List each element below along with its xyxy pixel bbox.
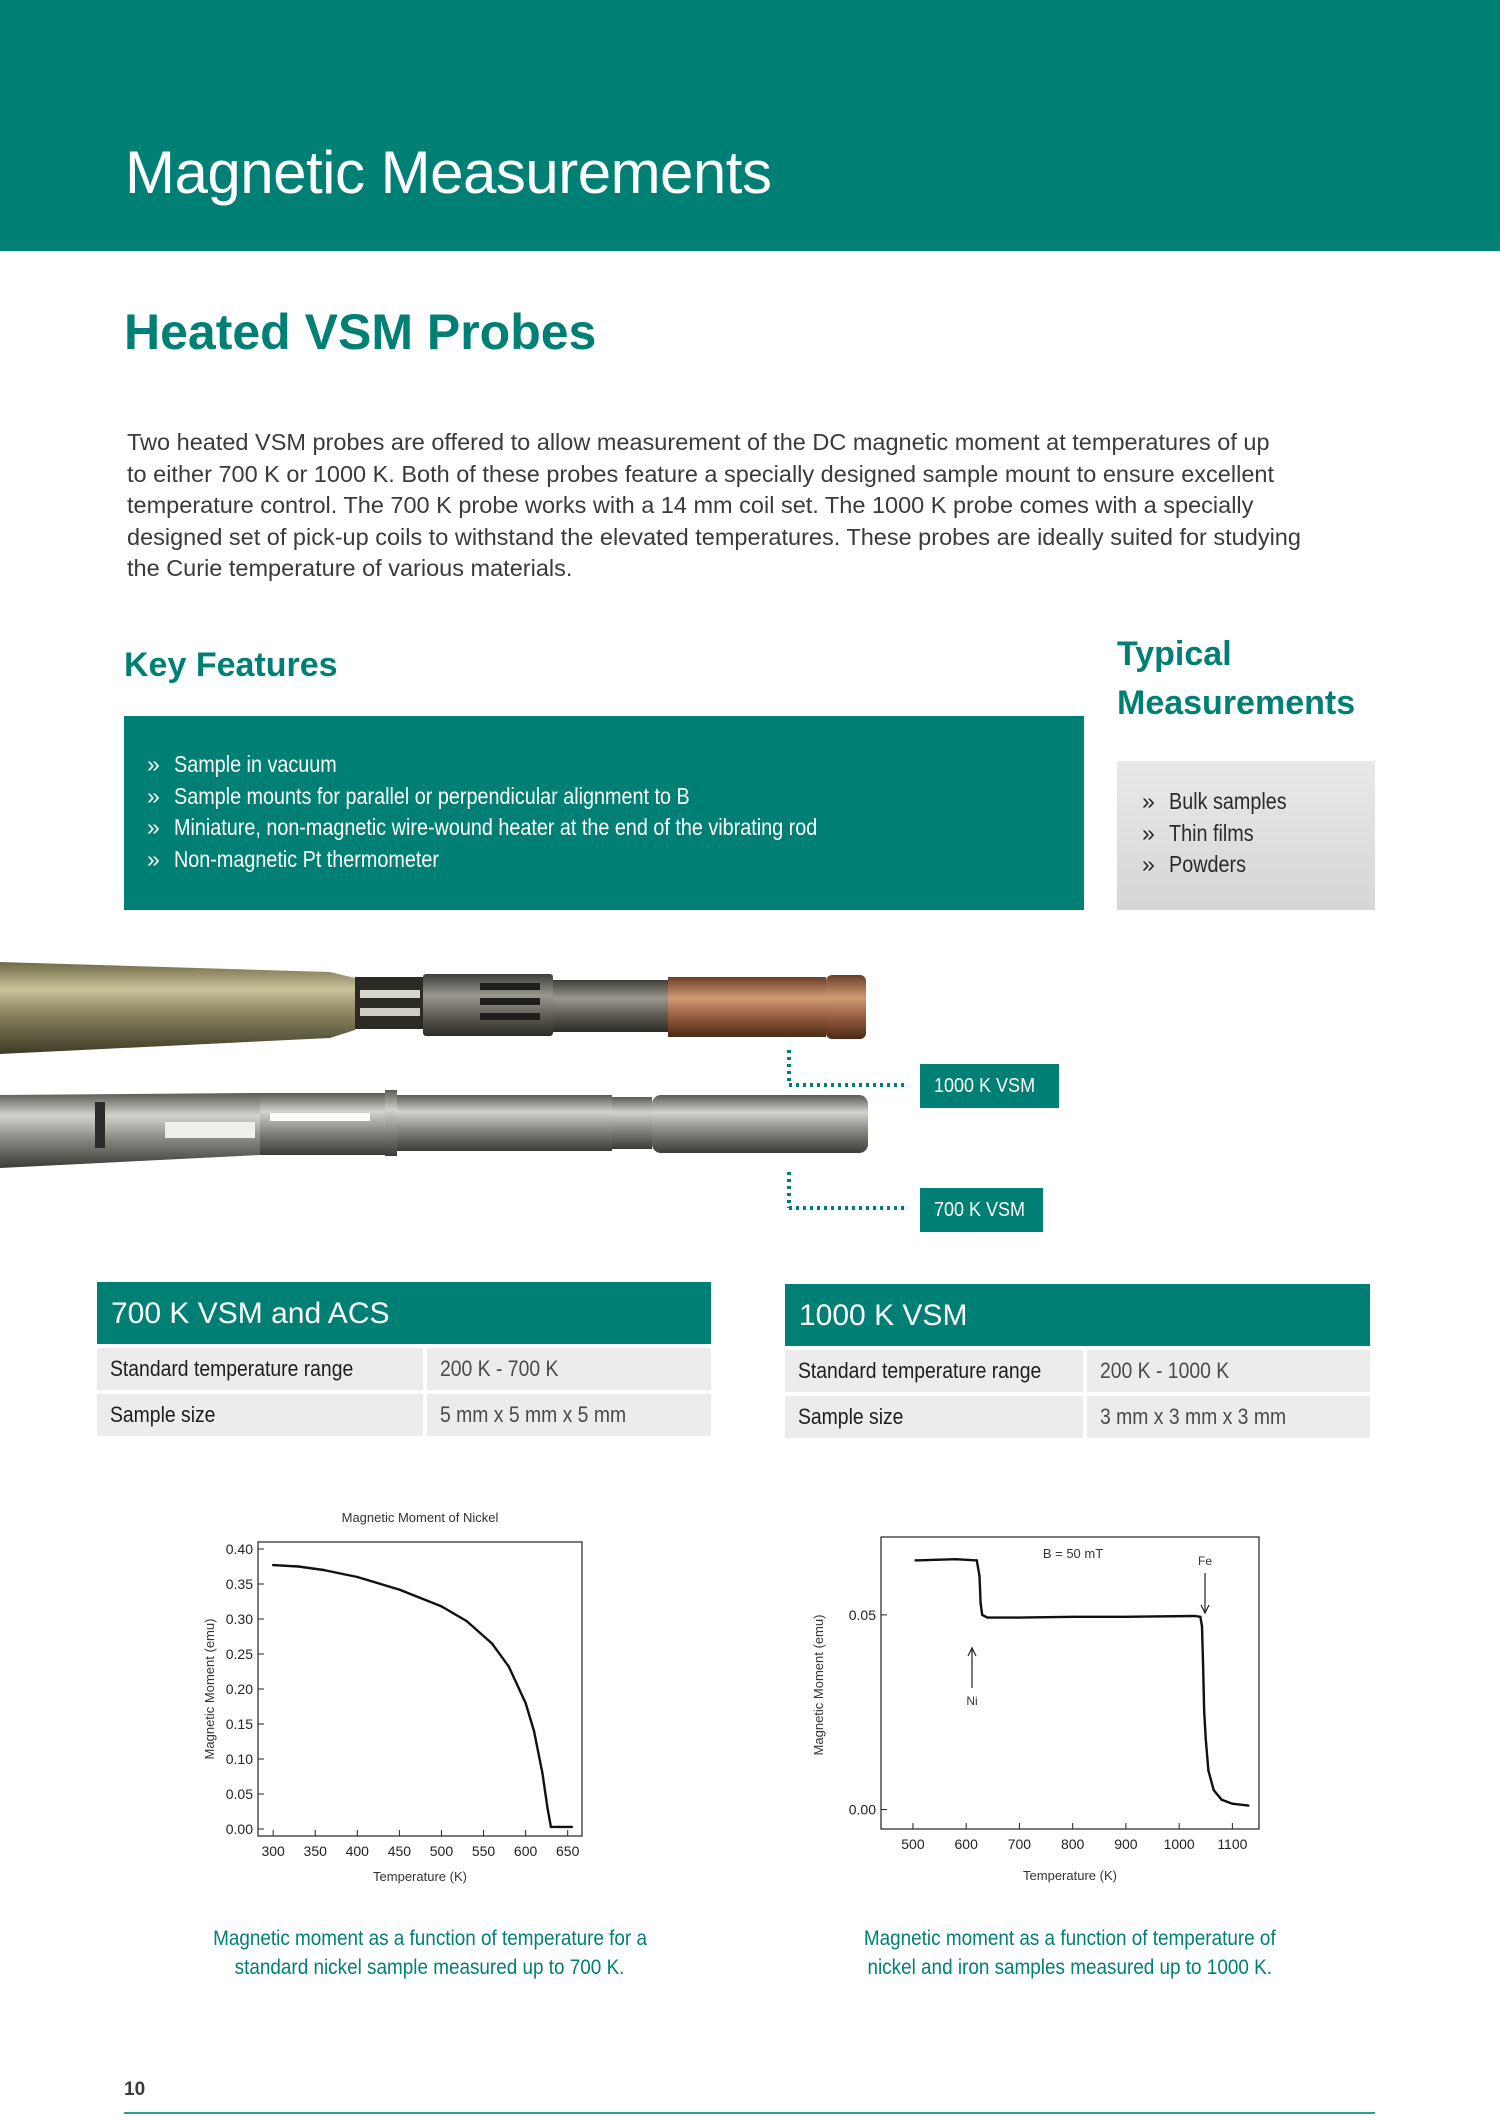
intro-line: to either 700 K or 1000 K. Both of these probes feature a specially designed sample mount to ensure excellent [127, 460, 1274, 487]
data-point [491, 1642, 493, 1644]
data-point [1247, 1804, 1249, 1806]
y-axis-label: Magnetic Moment (emu) [811, 1614, 826, 1756]
y-tick-label: 0.05 [848, 1606, 876, 1623]
intro-line: designed set of pick-up coils to withstand the elevated temperatures. These probes are ideally suited for studying [127, 523, 1301, 550]
data-point [440, 1605, 442, 1607]
intro-line: temperature control. The 700 K probe works with a 14 mm coil set. The 1000 K probe comes with a specially [127, 492, 1254, 518]
data-point [954, 1558, 956, 1560]
data-point [979, 1602, 981, 1604]
list-item [147, 812, 1084, 844]
y-tick-label: 0.35 [225, 1576, 253, 1592]
plot-frame [258, 1542, 582, 1836]
annotation-fe: Fe [1197, 1554, 1213, 1568]
spec-key: Standard temperature range [97, 1348, 423, 1390]
y-tick-label: 0.40 [225, 1541, 253, 1557]
data-point [1018, 1616, 1020, 1618]
data-point [914, 1559, 916, 1561]
spec-value: 200 K - 1000 K [1087, 1350, 1370, 1392]
table-row [785, 1396, 1370, 1438]
spec-value: 3 mm x 3 mm x 3 mm [1087, 1396, 1370, 1438]
data-point [558, 1826, 560, 1828]
y-tick-label: 0.20 [225, 1681, 253, 1697]
heading-line: Measurements [1117, 684, 1356, 722]
footer-rule [124, 2112, 1375, 2114]
label-1000k-vsm: 1000 K VSM [920, 1064, 1059, 1108]
x-axis-label: Temperature (K) [1023, 1868, 1117, 1883]
x-tick-label: 350 [303, 1843, 327, 1859]
y-tick-label: 0.05 [225, 1786, 253, 1802]
data-point [571, 1826, 573, 1828]
spec-key: Sample size [97, 1394, 423, 1436]
data-point [533, 1730, 535, 1732]
x-tick-label: 500 [901, 1836, 925, 1852]
feature-text: Sample mounts for parallel or perpendicular alignment to B [174, 782, 690, 809]
annotation-ni: Ni [966, 1694, 978, 1708]
data-point [524, 1702, 526, 1704]
data-point [272, 1564, 274, 1566]
feature-text: Sample in vacuum [174, 751, 337, 777]
feature-text: Non-magnetic Pt thermometer [174, 845, 439, 872]
table-row [97, 1394, 711, 1436]
measurement-text: Powders [1169, 851, 1246, 877]
x-tick-label: 600 [954, 1836, 978, 1852]
series-line [273, 1565, 572, 1827]
data-point [1201, 1625, 1203, 1627]
data-point [356, 1576, 358, 1578]
data-point [398, 1588, 400, 1590]
data-point [1202, 1664, 1204, 1666]
data-point [1221, 1799, 1223, 1801]
data-point [508, 1665, 510, 1667]
ni-arrow [968, 1648, 976, 1688]
key-features-box [124, 716, 1084, 910]
data-point [466, 1620, 468, 1622]
x-tick-label: 500 [429, 1843, 454, 1859]
spec-table-title: 700 K VSM and ACS [97, 1282, 711, 1344]
header-band [0, 0, 1500, 251]
x-tick-label: 300 [261, 1843, 285, 1859]
x-tick-label: 900 [1114, 1836, 1138, 1852]
x-tick-label: 600 [513, 1843, 538, 1859]
chart-title: Magnetic Moment of Nickel [341, 1510, 499, 1525]
list-item [147, 844, 1084, 876]
data-point [978, 1575, 980, 1577]
y-axis-label: Magnetic Moment (emu) [202, 1618, 217, 1760]
y-tick-label: 0.30 [225, 1611, 253, 1627]
heading-line: Typical [1117, 635, 1232, 673]
spec-value: 200 K - 700 K [427, 1348, 711, 1390]
data-point [1194, 1615, 1196, 1617]
page-title: Magnetic Measurements [125, 139, 772, 206]
typical-measurements-box [1117, 761, 1375, 910]
spec-table-700k [97, 1282, 711, 1436]
probe-1000k [0, 962, 866, 1054]
list-item [1142, 786, 1375, 818]
caption-line: Magnetic moment as a function of temperature of [864, 1927, 1276, 1950]
table-row [97, 1348, 711, 1390]
data-point [1205, 1738, 1207, 1740]
key-features-list [147, 749, 1084, 875]
table-row [785, 1350, 1370, 1392]
probe-700k [0, 1090, 868, 1168]
chart-nickel-iron [805, 1525, 1275, 1890]
measurement-text: Thin films [1169, 819, 1254, 846]
spec-table-1000k [785, 1284, 1370, 1438]
data-point [986, 1616, 988, 1618]
chart-title: B = 50 mT [1042, 1546, 1104, 1561]
caption-line: nickel and iron samples measured up to 1000 K. [867, 1956, 1273, 1979]
measurement-text: Bulk samples [1169, 788, 1287, 814]
caption-nickel-iron [800, 1924, 1340, 1982]
fe-arrow [1201, 1573, 1209, 1613]
caption-line: Magnetic moment as a function of temperature for a [213, 1927, 647, 1950]
x-tick-label: 550 [471, 1843, 496, 1859]
intro-line: the Curie temperature of various materials. [127, 555, 573, 581]
data-point [1071, 1616, 1073, 1618]
data-point [976, 1559, 978, 1561]
section-title: Heated VSM Probes [124, 304, 597, 360]
data-point [981, 1614, 983, 1616]
data-point [1125, 1616, 1127, 1618]
bullet-mark: » [147, 751, 160, 777]
bullet-mark: » [147, 814, 160, 840]
spec-key: Standard temperature range [785, 1350, 1083, 1392]
intro-paragraph [127, 427, 1377, 585]
x-tick-label: 650 [556, 1843, 580, 1859]
x-tick-label: 700 [1007, 1836, 1032, 1852]
caption-line: standard nickel sample measured up to 700 K. [235, 1956, 625, 1979]
y-tick-label: 0.00 [225, 1821, 253, 1837]
y-tick-label: 0.25 [225, 1646, 253, 1662]
y-tick-label: 0.00 [848, 1801, 876, 1818]
x-tick-label: 400 [345, 1843, 369, 1859]
spec-value: 5 mm x 5 mm x 5 mm [427, 1394, 711, 1436]
spec-key: Sample size [785, 1396, 1083, 1438]
data-point [1213, 1789, 1215, 1791]
intro-line: Two heated VSM probes are offered to allow measurement of the DC magnetic moment at temperatures of up [127, 429, 1270, 455]
series-nickel-iron [914, 1558, 1249, 1807]
data-point [546, 1807, 548, 1809]
bullet-mark: » [1142, 819, 1155, 846]
y-tick-label: 0.15 [225, 1716, 253, 1732]
bullet-mark: » [1142, 851, 1155, 877]
list-item [147, 749, 1084, 781]
data-point [322, 1569, 324, 1571]
x-axis-ticks [261, 1830, 579, 1859]
probe-photo [0, 950, 880, 1180]
bullet-mark: » [147, 845, 160, 872]
x-axis-label: Temperature (K) [373, 1869, 467, 1884]
x-axis-ticks [901, 1823, 1247, 1852]
data-point [1207, 1769, 1209, 1771]
typical-measurements-list [1142, 786, 1375, 881]
series-line [916, 1559, 1249, 1805]
data-point [541, 1772, 543, 1774]
plot-frame [881, 1537, 1259, 1829]
list-item [1142, 818, 1375, 850]
data-point [297, 1565, 299, 1567]
y-tick-label: 0.10 [225, 1751, 253, 1767]
feature-text: Miniature, non-magnetic wire-wound heater at the end of the vibrating rod [174, 814, 818, 840]
spec-table-title: 1000 K VSM [785, 1284, 1370, 1346]
page-number: 10 [124, 2079, 146, 2100]
caption-nickel [160, 1924, 700, 1982]
chart-nickel [190, 1500, 630, 1890]
data-point [1199, 1616, 1201, 1618]
list-item [1142, 849, 1375, 881]
series-nickel [272, 1564, 573, 1828]
x-tick-label: 1000 [1163, 1836, 1195, 1852]
data-point [1231, 1802, 1233, 1804]
bullet-mark: » [147, 782, 160, 809]
x-tick-label: 450 [387, 1843, 412, 1859]
callout-leader-1000 [786, 1048, 906, 1118]
x-tick-label: 800 [1060, 1836, 1085, 1852]
data-point [1203, 1711, 1205, 1713]
callout-leader-700 [786, 1170, 906, 1240]
x-tick-label: 1100 [1217, 1836, 1248, 1852]
bullet-mark: » [1142, 788, 1155, 814]
key-features-heading: Key Features [124, 646, 338, 684]
label-700k-vsm: 700 K VSM [920, 1188, 1043, 1232]
typical-measurements-heading [1117, 630, 1355, 728]
list-item [147, 781, 1084, 813]
data-point [550, 1826, 552, 1828]
